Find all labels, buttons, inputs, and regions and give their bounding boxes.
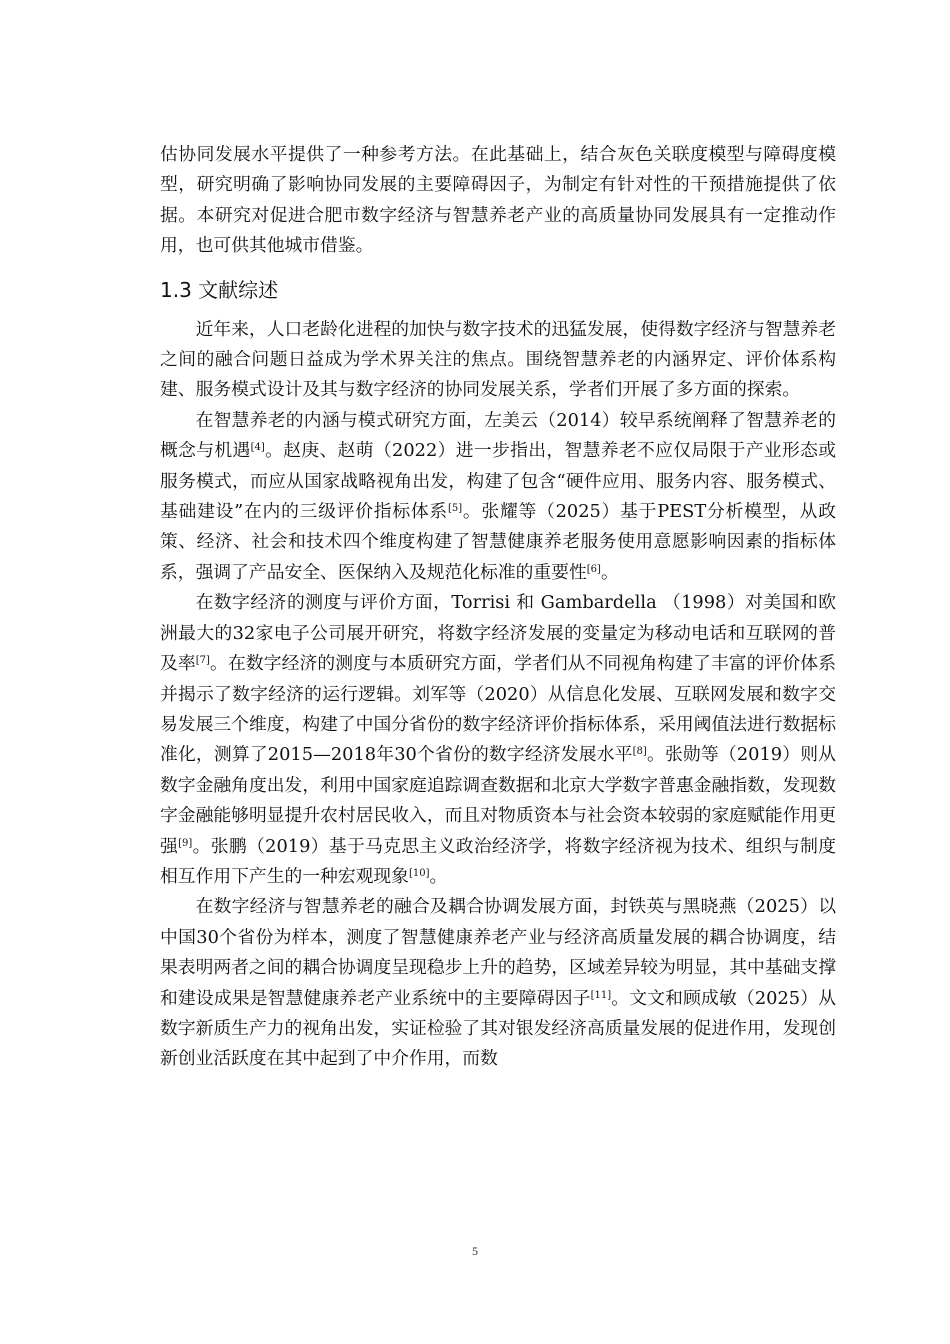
paragraph-2-text-4: 。 [600, 561, 619, 583]
paragraph-1: 近年来，人口老龄化进程的加快与数字技术的迅猛发展，使得数字经济与智慧养老之间的融合问题日益成为学术界关注的焦点。围绕智慧养老的内涵界定、评价体系构建、服务模式设计及其与数字经济的协同发展关系，学者们开展了多方面的探索。 [160, 318, 836, 401]
paragraph-4 [160, 892, 836, 1074]
paragraph-2 [160, 406, 836, 588]
citation-11: [11] [590, 989, 612, 1001]
paragraph-2-text-2: 。赵庚、赵萌（2022）进一步指出，智慧养老不应仅局限于产业形态或服务模式，而应从国家战略视角出发，构建了包含“硬件应用、服务内容、服务模式、基础建设”在内的三级评价指标体系 [160, 440, 836, 523]
citation-6: [6] [586, 563, 601, 575]
paragraph-4-text-2: 。文文和顾成敏（2025）从数字新质生产力的视角出发，实证检验了其对银发经济高质量发展的促进作用，发现创新创业活跃度在其中起到了中介作用，而数 [160, 987, 836, 1070]
page-number: 5 [472, 1244, 478, 1258]
intro-paragraph-tail: 估协同发展水平提供了一种参考方法。在此基础上，结合灰色关联度模型与障碍度模型，研究明确了影响协同发展的主要障碍因子，为制定有针对性的干预措施提供了依据。本研究对促进合肥市数字经济与智慧养老产业的高质量协同发展具有一定推动作用，也可供其他城市借鉴。 [160, 144, 836, 257]
section-heading: 1.3 文献综述 [160, 277, 279, 302]
page-body [160, 140, 836, 1075]
citation-8: [8] [632, 746, 647, 758]
paragraph-3-text-5: 。 [429, 865, 448, 887]
citation-9: [9] [178, 837, 193, 849]
citation-5: [5] [447, 503, 463, 515]
citation-4: [4] [250, 442, 265, 454]
paragraph-3-text-1: 在数字经济的测度与评价方面，Torrisi 和 Gambardella （1998）对美国和欧洲最大的32家电子公司展开研究，将数字经济发展的变量定为移动电话和互联网的普及率 [160, 592, 836, 675]
paragraph-4-text-1: 在数字经济与智慧养老的融合及耦合协调发展方面，封铁英与黑晓燕（2025）以中国30个省份为样本，测度了智慧健康养老产业与经济高质量发展的耦合协调度，结果表明两者之间的耦合协调度呈现稳步上升的趋势，区域差异较为明显，其中基础支撑和建设成果是智慧健康养老产业系统中的主要障碍因子 [160, 896, 836, 1009]
paragraph-3 [160, 588, 836, 892]
paragraph-2-text-3: 。张耀等（2025）基于PEST分析模型，从政策、经济、社会和技术四个维度构建了智慧健康养老服务使用意愿影响因素的指标体系，强调了产品安全、医保纳入及规范化标准的重要性 [160, 501, 836, 583]
paragraph-3-text-3: 。张勋等（2019）则从数字金融角度出发，利用中国家庭追踪调查数据和北京大学数字普惠金融指数，发现数字金融能够明显提升农村居民收入，而且对物质资本与社会资本较弱的家庭赋能作用更强 [160, 744, 836, 857]
paragraph-2-text-1: 在智慧养老的内涵与模式研究方面，左美云（2014）较早系统阐释了智慧养老的概念与机遇 [160, 409, 836, 462]
citation-10: [10] [408, 867, 430, 879]
paragraph-3-text-4: 。张鹏（2019）基于马克思主义政治经济学，将数字经济视为技术、组织与制度相互作用下产生的一种宏观现象 [160, 835, 836, 887]
citation-7: [7] [195, 655, 210, 667]
paragraph-3-text-2: 。在数字经济的测度与本质研究方面，学者们从不同视角构建了丰富的评价体系并揭示了数字经济的运行逻辑。刘军等（2020）从信息化发展、互联网发展和数字交易发展三个维度，构建了中国分省份的数字经济评价指标体系，采用阈值法进行数据标准化，测算了2015—2018年30个省份的数字经济发展水平 [160, 653, 836, 766]
